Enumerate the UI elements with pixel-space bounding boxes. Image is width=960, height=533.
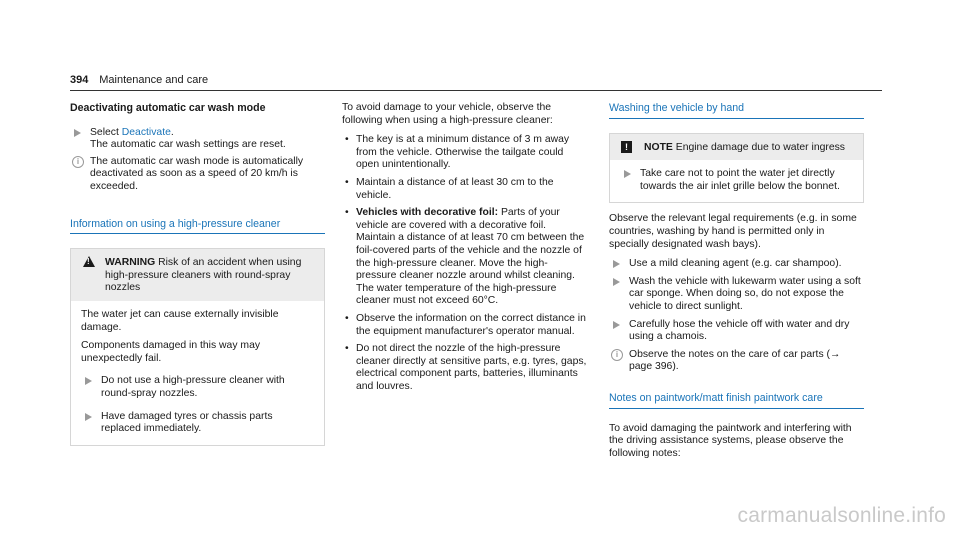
warning-header xyxy=(71,249,324,301)
page-header xyxy=(70,74,882,90)
legal-paragraph: Observe the relevant legal requirements (e.g. in some countries, washing by hand is permitted only in specially designated wash bays). xyxy=(609,213,857,250)
step-item xyxy=(609,258,864,271)
warning-para: The water jet can cause externally invisible damage. xyxy=(81,308,279,333)
step-text: Wash the vehicle with lukewarm water using a soft car sponge. When doing so, do not expose the vehicle to direct sunlight. xyxy=(629,275,861,312)
step-select-deactivate xyxy=(70,127,325,140)
step-text-suffix: . xyxy=(170,126,174,138)
page-number: 394 xyxy=(70,74,89,86)
section-title: Maintenance and care xyxy=(99,74,209,86)
list-item: • Vehicles with decorative foil: Parts of your vehicle are covered with a decorative foil. Maintain a distance of at least 70 cm between the foil-covered parts of the vehicle and the nozzle of the high-pressure cleaner. Move the high-pressure cleaner nozzle around whilst cleaning. The water temperature of the high-pressure cleaner must not exceed 60°C. xyxy=(342,207,587,308)
notice-body xyxy=(610,160,863,202)
warning-body xyxy=(71,301,324,445)
warning-box xyxy=(70,248,325,446)
watermark: carmanualsonline.info xyxy=(737,504,946,528)
step-text: Have damaged tyres or chassis parts replaced immediately. xyxy=(101,410,273,435)
notice-label: NOTE xyxy=(644,141,673,153)
list-item: • Observe the information on the correct distance in the equipment manufacturer's operator manual. xyxy=(342,313,587,338)
paintwork-paragraph: To avoid damaging the paintwork and interfering with the driving assistance systems, please observe the following notes: xyxy=(609,422,852,459)
step-arrow-icon xyxy=(613,321,620,329)
notice-exclamation-icon: ! xyxy=(621,141,632,153)
warning-para: Components damaged in this way may unexpectedly fail. xyxy=(81,340,261,364)
heading-deactivating-car-wash: Deactivating automatic car wash mode xyxy=(70,102,266,114)
note-text: The automatic car wash mode is automatically deactivated as soon as a speed of 20 km/h is exceeded. xyxy=(90,155,304,192)
intro-paragraph: To avoid damage to your vehicle, observe the following when using a high-pressure cleaner: xyxy=(342,102,553,126)
info-icon: i xyxy=(72,156,84,168)
list-item: • The key is at a minimum distance of 3 m away from the vehicle. Otherwise the tailgate could open unintentionally. xyxy=(342,134,587,172)
notice-header xyxy=(610,134,863,161)
step-text: Select xyxy=(90,126,122,138)
warning-step xyxy=(81,411,314,436)
step-item xyxy=(609,276,864,314)
list-item: • Maintain a distance of at least 30 cm to the vehicle. xyxy=(342,177,587,202)
heading-washing-by-hand: Washing the vehicle by hand xyxy=(609,102,864,119)
heading-paintwork-care: Notes on paintwork/matt finish paintwork care xyxy=(609,392,864,409)
column-middle xyxy=(342,102,587,398)
warning-step xyxy=(81,375,314,400)
warning-triangle-icon xyxy=(83,256,95,267)
step-text: Carefully hose the vehicle off with water and dry using a chamois. xyxy=(629,318,850,343)
notice-box xyxy=(609,133,864,204)
note-text[interactable]: Observe the notes on the care of car parts (→ page 396). xyxy=(629,348,841,373)
column-left xyxy=(70,102,325,456)
info-note xyxy=(70,156,325,194)
step-text: Do not use a high-pressure cleaner with round-spray nozzles. xyxy=(101,375,285,399)
header-rule xyxy=(70,90,882,91)
warning-text: Risk of an accident when using high-pressure cleaners with round-spray nozzles xyxy=(105,257,302,294)
step-arrow-icon xyxy=(624,170,631,178)
heading-high-pressure-cleaner: Information on using a high-pressure cleaner xyxy=(70,218,325,235)
list-item: • Do not direct the nozzle of the high-pressure cleaner directly at sensitive parts, e.g. tyres, gaps, electrical component parts, batteries, illuminants and louvres. xyxy=(342,343,587,393)
step-text: Use a mild cleaning agent (e.g. car shampoo). xyxy=(629,258,842,270)
step-arrow-icon xyxy=(613,260,620,268)
step-arrow-icon xyxy=(74,129,81,137)
notice-step xyxy=(620,168,853,193)
info-icon: i xyxy=(611,349,623,361)
step-arrow-icon xyxy=(85,413,92,421)
warning-label: WARNING xyxy=(105,257,156,269)
step-arrow-icon xyxy=(85,377,92,385)
step-text: Take care not to point the water jet directly towards the air inlet grille below the bonnet. xyxy=(640,168,840,192)
notice-text: Engine damage due to water ingress xyxy=(672,141,846,153)
step-item xyxy=(609,319,864,344)
step-arrow-icon xyxy=(613,278,620,286)
step-result: The automatic car wash settings are reset. xyxy=(90,139,286,151)
column-right xyxy=(609,102,864,467)
info-note xyxy=(609,349,864,374)
deactivate-link[interactable]: Deactivate xyxy=(121,126,171,138)
